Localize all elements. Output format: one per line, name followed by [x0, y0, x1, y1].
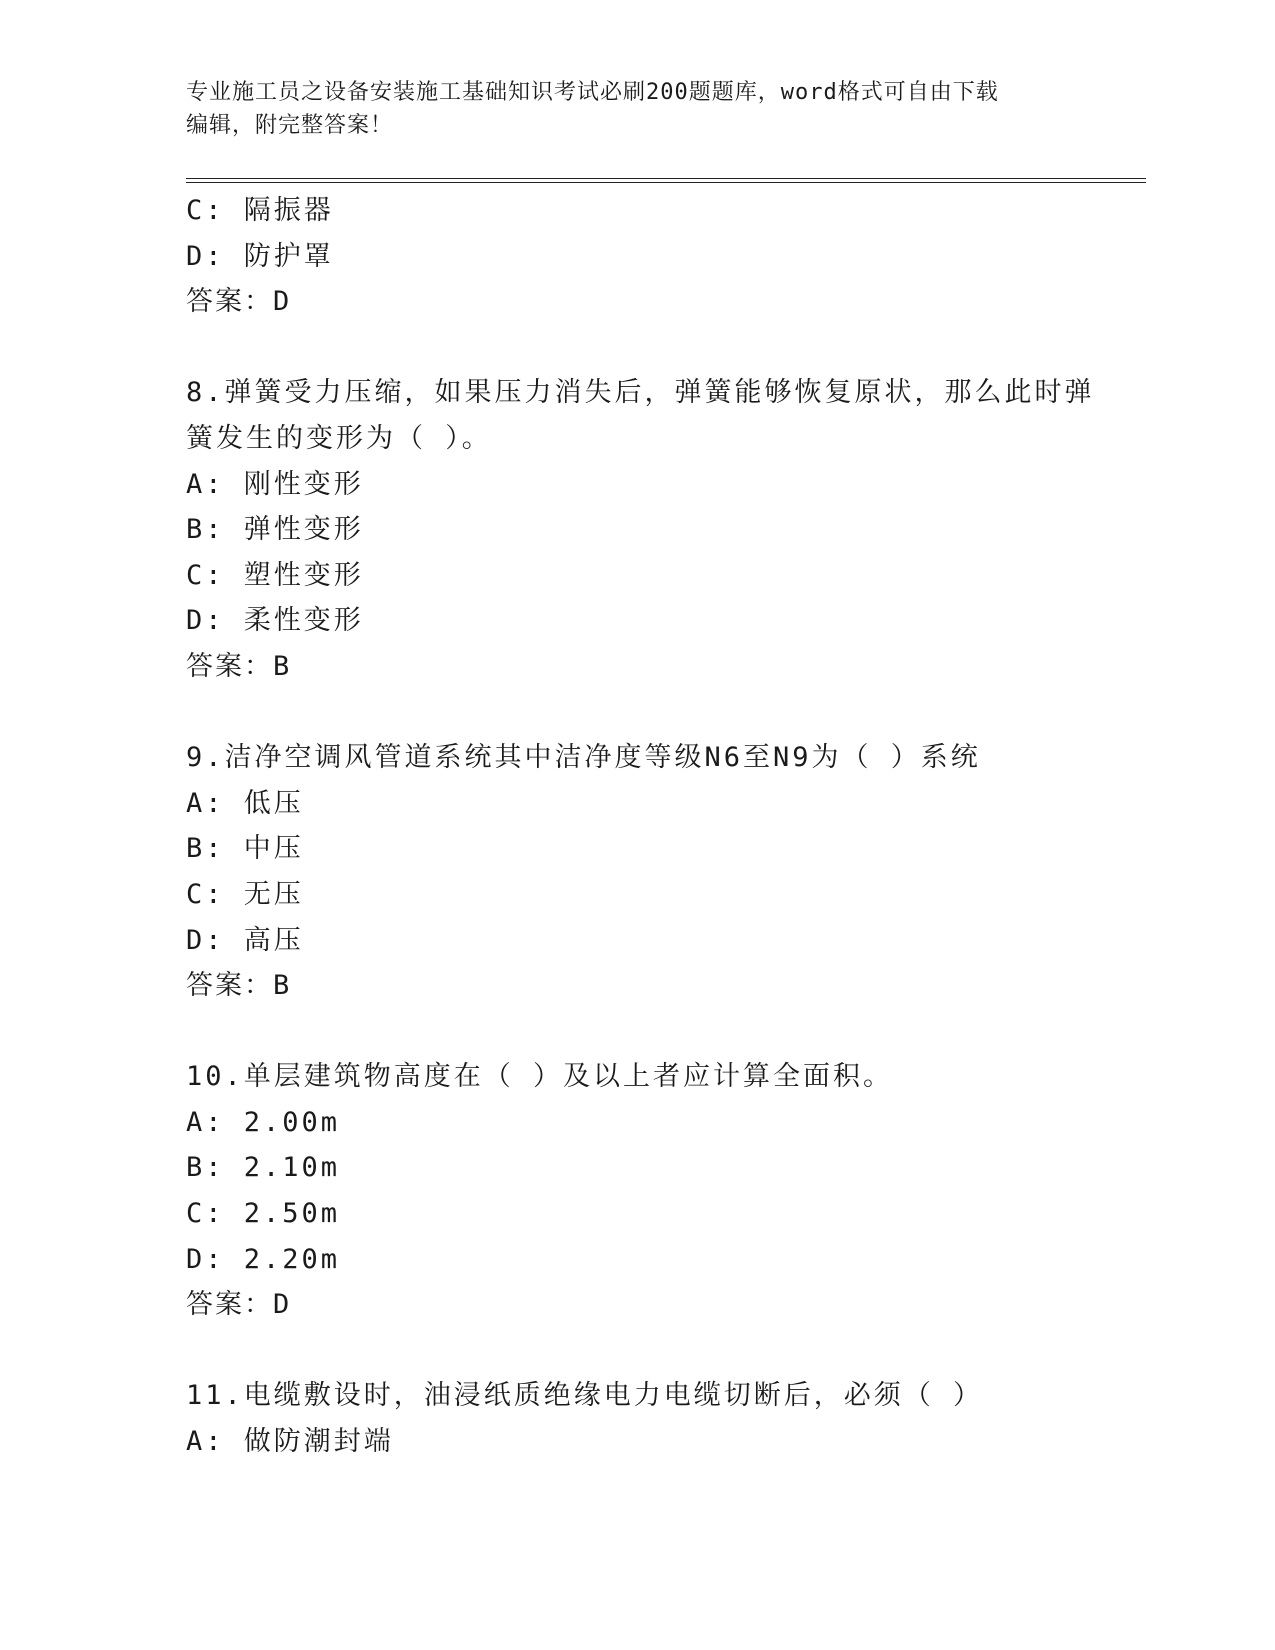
- option-c: C: 无压: [186, 878, 304, 910]
- option-b: B: 2.10m: [186, 1152, 341, 1184]
- question-content: [186, 188, 1095, 1465]
- question-9: [186, 735, 1086, 1009]
- option-c: C: 隔振器: [186, 195, 334, 226]
- question-stem: 8.弹簧受力压缩，如果压力消失后，弹簧能够恢复原状，那么此时弹: [186, 377, 1095, 409]
- spacer: [186, 325, 1086, 371]
- spacer: [186, 1009, 1086, 1055]
- question-stem: 9.洁净空调风管道系统其中洁净度等级N6至N9为（ ）系统: [186, 742, 981, 774]
- option-c: C: 塑性变形: [186, 559, 364, 591]
- question-stem: 11.电缆敷设时，油浸纸质绝缘电力电缆切断后，必须（ ）: [186, 1380, 984, 1412]
- spacer: [186, 690, 1086, 736]
- option-a: A: 2.00m: [186, 1106, 341, 1138]
- question-10: [186, 1054, 1086, 1328]
- header-title-line-2: 编辑，附完整答案！: [186, 113, 394, 138]
- option-d: D: 柔性变形: [186, 605, 364, 637]
- spacer: [186, 1328, 1086, 1374]
- question-stem: 10.单层建筑物高度在（ ）及以上者应计算全面积。: [186, 1061, 894, 1093]
- question-11: [186, 1373, 1086, 1464]
- header-divider-thick: [186, 178, 1146, 179]
- header-title-line-1: 专业施工员之设备安装施工基础知识考试必刷200题题库，word格式可自由下载: [186, 80, 999, 105]
- option-c: C: 2.50m: [186, 1198, 341, 1230]
- option-a: A: 刚性变形: [186, 468, 364, 500]
- answer-line: 答案：D: [186, 286, 292, 318]
- option-d: D: 防护罩: [186, 240, 334, 272]
- option-b: B: 中压: [186, 833, 304, 865]
- option-d: D: 高压: [186, 924, 304, 956]
- header-divider-thin: [186, 182, 1146, 183]
- option-d: D: 2.20m: [186, 1243, 341, 1275]
- answer-line: 答案：B: [186, 650, 292, 682]
- question-stem-continued: 簧发生的变形为（ ）。: [186, 422, 492, 454]
- answer-line: 答案：D: [186, 1289, 292, 1321]
- option-a: A: 做防潮封端: [186, 1426, 394, 1458]
- question-8: [186, 370, 1095, 689]
- answer-line: 答案：B: [186, 970, 292, 1002]
- option-a: A: 低压: [186, 787, 304, 819]
- option-b: B: 弹性变形: [186, 514, 364, 546]
- document-header: [186, 76, 1066, 142]
